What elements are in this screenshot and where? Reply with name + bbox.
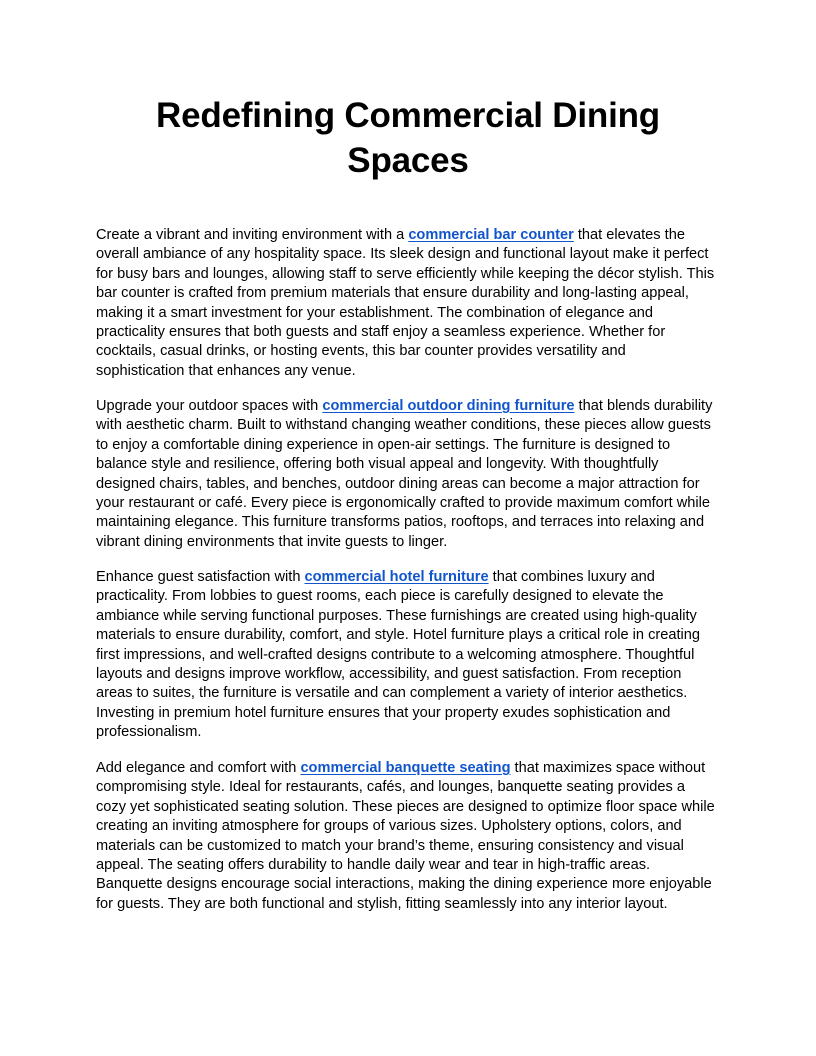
paragraph-line: layouts and designs improve workflow, accessibility, and guest satisfaction. From reception	[96, 666, 682, 683]
paragraph-line: your restaurant or café. Every piece is ergonomically crafted to provide maximum comfort while	[96, 495, 710, 512]
paragraph-bar-counter	[96, 226, 724, 381]
paragraph-line: professionalism.	[96, 724, 202, 741]
link-commercial-hotel-furniture[interactable]: commercial hotel furniture	[304, 569, 489, 585]
paragraph-line: with aesthetic charm. Built to withstand changing weather conditions, these pieces allow guests	[96, 417, 711, 434]
paragraph-line: areas to suites, the furniture is versatile and can complement a variety of interior aesthetics.	[96, 685, 688, 702]
paragraph-line: Enhance guest satisfaction with commercial hotel furniture that combines luxury and	[96, 569, 655, 585]
paragraph-line: making it a smart investment for your establishment. The combination of elegance and	[96, 304, 654, 321]
paragraph-line: maintaining elegance. This furniture transforms patios, rooftops, and terraces into relaxing and	[96, 514, 705, 531]
paragraph-line: cozy yet sophisticated seating solution. These pieces are designed to optimize floor space while	[96, 798, 715, 815]
paragraph-line: designed chairs, tables, and benches, outdoor dining areas can become a major attraction for	[96, 475, 700, 492]
paragraph-line: compromising style. Ideal for restaurants, cafés, and lounges, banquette seating provides a	[96, 779, 685, 796]
paragraph-outdoor-dining	[96, 397, 724, 552]
paragraph-line: bar counter is crafted from premium materials that ensure durability and long-lasting appeal,	[96, 285, 689, 302]
paragraph-line: vibrant dining environments that invite guests to linger.	[96, 533, 448, 550]
paragraph-line: Create a vibrant and inviting environment with a commercial bar counter that elevates the	[96, 227, 685, 243]
paragraph-line: Add elegance and comfort with commercial banquette seating that maximizes space without	[96, 760, 706, 776]
paragraph-line: sophistication that enhances any venue.	[96, 362, 356, 379]
paragraph-line: practicality. From lobbies to guest rooms, each piece is carefully designed to elevate the	[96, 588, 664, 605]
paragraph-line: to enjoy a comfortable dining experience in open-air settings. The furniture is designed to	[96, 436, 671, 453]
paragraph-line: balance style and resilience, offering both visual appeal and longevity. With thoughtfully	[96, 456, 659, 473]
paragraph-line: overall ambiance of any hospitality space. Its sleek design and functional layout make it perfect	[96, 246, 709, 263]
paragraph-line: ambiance while serving functional purposes. These furnishings are created using high-quality	[96, 607, 697, 624]
paragraph-line: appeal. The seating offers durability to handle daily wear and tear in high-traffic areas.	[96, 857, 651, 874]
paragraph-line: cocktails, casual drinks, or hosting events, this bar counter provides versatility and	[96, 343, 626, 360]
page-title	[96, 93, 720, 183]
link-commercial-bar-counter[interactable]: commercial bar counter	[408, 227, 574, 243]
paragraph-line: Banquette designs encourage social interactions, making the dining experience more enjoyable	[96, 876, 712, 893]
paragraph-hotel-furniture	[96, 568, 724, 743]
paragraph-line: for guests. They are both functional and stylish, fitting seamlessly into any interior layout.	[96, 895, 668, 912]
link-commercial-outdoor-dining-furniture[interactable]: commercial outdoor dining furniture	[322, 398, 575, 414]
link-commercial-banquette-seating[interactable]: commercial banquette seating	[300, 760, 511, 776]
paragraph-line: Upgrade your outdoor spaces with commercial outdoor dining furniture that blends durability	[96, 398, 713, 414]
paragraph-line: materials to ensure durability, comfort, and style. Hotel furniture plays a critical role in creating	[96, 627, 701, 644]
paragraph-line: Investing in premium hotel furniture ensures that your property exudes sophistication and	[96, 704, 671, 721]
paragraph-banquette-seating	[96, 759, 724, 914]
paragraph-line: materials can be customized to match your brand’s theme, ensuring consistency and visual	[96, 837, 684, 854]
title-line: Redefining Commercial Dining	[156, 96, 660, 135]
paragraph-line: practicality ensures that both guests and staff enjoy a seamless experience. Whether for	[96, 324, 666, 341]
paragraph-line: first impressions, and well-crafted designs contribute to a welcoming atmosphere. Thoughtful	[96, 646, 695, 663]
title-line: Spaces	[347, 141, 469, 180]
paragraph-line: creating an inviting atmosphere for groups of various sizes. Upholstery options, colors, and	[96, 818, 682, 835]
paragraph-line: for busy bars and lounges, allowing staff to serve efficiently while keeping the décor stylish. This	[96, 265, 715, 282]
